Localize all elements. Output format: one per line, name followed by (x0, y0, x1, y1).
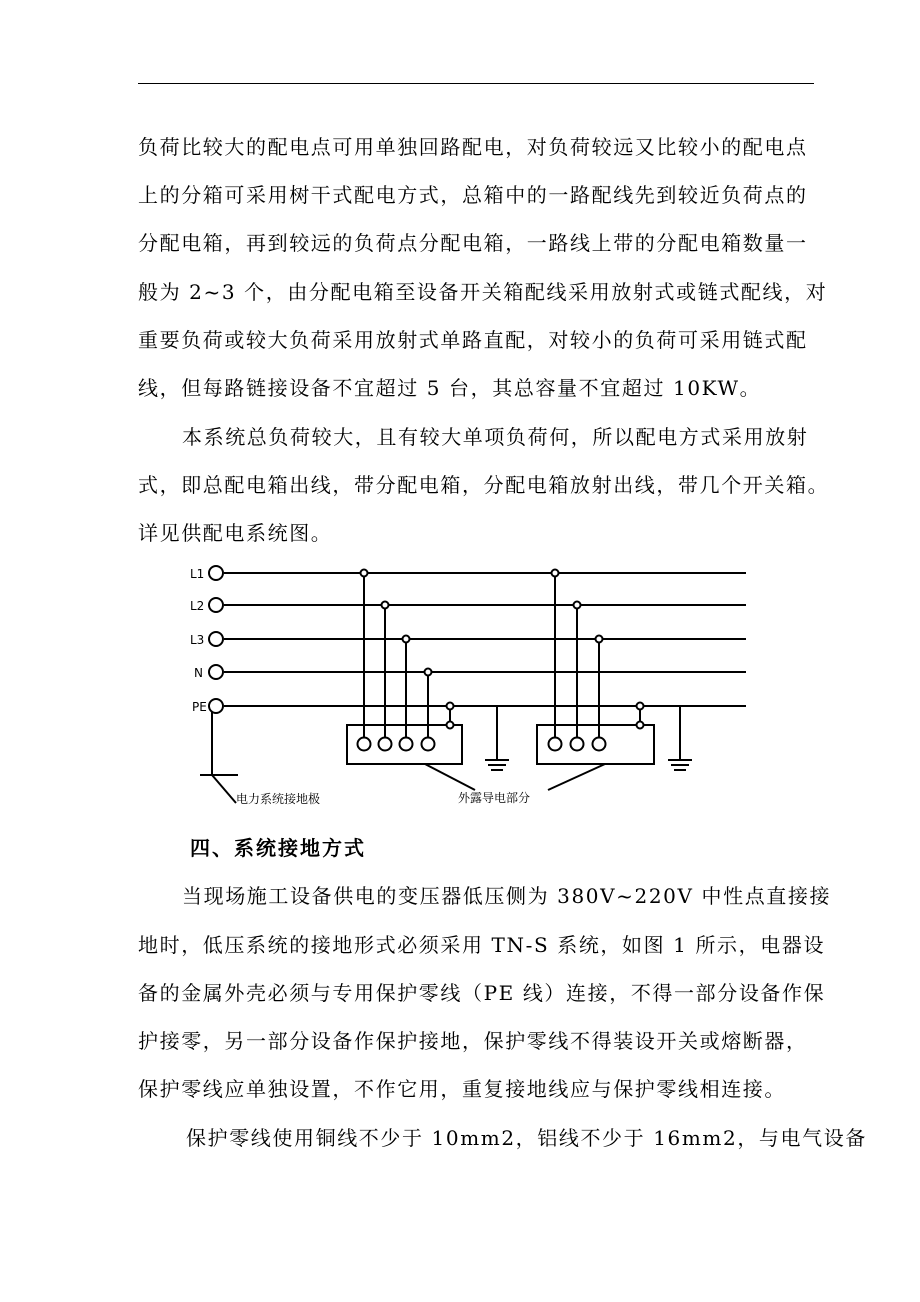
paragraph-3-line-3: 备的金属外壳必须与专用保护零线（PE 线）连接，不得一部分设备作保 (138, 981, 826, 1005)
exposed-part-leader-2 (548, 764, 605, 790)
equipment-1-terminal-l2-icon (379, 738, 392, 751)
tap-node-icon (596, 636, 603, 643)
equipment-2-terminal-l1-icon (549, 738, 562, 751)
l3-terminal-icon (209, 632, 223, 646)
l1-terminal-icon (209, 566, 223, 580)
label-l1: L1 (190, 567, 205, 581)
pe-terminal-icon (209, 699, 223, 713)
equipment-1-terminal-l3-icon (400, 738, 413, 751)
label-n: N (194, 666, 203, 680)
paragraph-2-line-2: 式，即总配电箱出线，带分配电箱，分配电箱放射出线，带几个开关箱。 (138, 473, 830, 497)
paragraph-1-line-5: 重要负荷或较大负荷采用放射式单路直配，对较小的负荷可采用链式配 (138, 328, 808, 352)
paragraph-3-line-1: 当现场施工设备供电的变压器低压侧为 380V~220V 中性点直接接 (182, 884, 832, 908)
paragraph-2-line-3: 详见供配电系统图。 (138, 521, 333, 545)
paragraph-4-line-1: 保护零线使用铜线不少于 10mm2，铝线不少于 16mm2，与电气设备 (186, 1126, 867, 1150)
n-terminal-icon (209, 665, 223, 679)
paragraph-1-line-6: 线，但每路链接设备不宜超过 5 台，其总容量不宜超过 10KW。 (138, 376, 762, 400)
tap-node-icon (382, 602, 389, 609)
paragraph-3-line-2: 地时，低压系统的接地形式必须采用 TN-S 系统，如图 1 所示，电器设 (138, 933, 826, 957)
tap-node-icon (425, 669, 432, 676)
equipment-1-terminal-l1-icon (358, 738, 371, 751)
equipment-2-terminal-l2-icon (571, 738, 584, 751)
ground-electrode-label: 电力系统接地极 (236, 792, 321, 806)
section-heading: 四、系统接地方式 (190, 836, 366, 860)
tap-node-icon (403, 636, 410, 643)
tap-node-icon (447, 703, 454, 710)
pe-connection-node-icon (447, 722, 454, 729)
label-pe: PE (192, 700, 207, 714)
tap-node-icon (552, 570, 559, 577)
paragraph-3-line-4: 护接零，另一部分设备作保护接地，保护零线不得装设开关或熔断器， (138, 1029, 808, 1053)
label-l3: L3 (190, 633, 205, 647)
paragraph-1-line-1: 负荷比较大的配电点可用单独回路配电，对负荷较远又比较小的配电点 (138, 135, 808, 159)
l2-terminal-icon (209, 598, 223, 612)
paragraph-1-line-4: 般为 2~3 个，由分配电箱至设备开关箱配线采用放射式或链式配线，对 (138, 280, 828, 304)
tap-node-icon (361, 570, 368, 577)
tap-node-icon (637, 703, 644, 710)
paragraph-3-line-5: 保护零线应单独设置，不作它用，重复接地线应与保护零线相连接。 (138, 1077, 786, 1101)
equipment-2-terminal-l3-icon (593, 738, 606, 751)
tap-node-icon (574, 602, 581, 609)
paragraph-2-line-1: 本系统总负荷较大，且有较大单项负荷何，所以配电方式采用放射 (182, 425, 809, 449)
pe-connection-node-icon (637, 722, 644, 729)
exposed-conductive-label: 外露导电部分 (458, 791, 531, 805)
exposed-part-leader-1 (425, 764, 475, 790)
paragraph-1-line-3: 分配电箱，再到较远的负荷点分配电箱，一路线上带的分配电箱数量一 (138, 231, 808, 255)
equipment-1-terminal-n-icon (422, 738, 435, 751)
paragraph-1-line-2: 上的分箱可采用树干式配电方式，总箱中的一路配线先到较近负荷点的 (138, 183, 808, 207)
label-l2: L2 (190, 599, 205, 613)
system-ground-leader (212, 775, 236, 803)
